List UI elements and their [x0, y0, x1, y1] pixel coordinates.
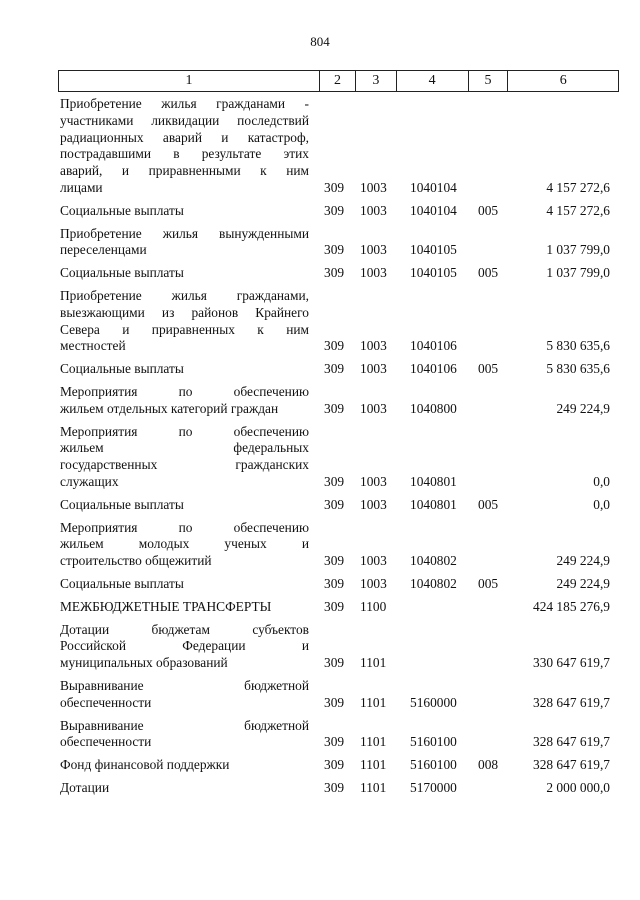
column-2-cell: 309 — [324, 553, 345, 569]
column-3-cell: 1101 — [360, 779, 387, 795]
column-3-cell: 1003 — [360, 553, 387, 569]
column-4-cell: 1040104 — [410, 179, 457, 195]
column-4-cell: 1040106 — [410, 361, 457, 377]
row-cells — [60, 242, 610, 259]
column-header-4: 4 — [396, 71, 468, 91]
row-name-line: Социальные выплаты — [60, 265, 184, 281]
row-name-line: МЕЖБЮДЖЕТНЫЕ ТРАНСФЕРТЫ — [60, 598, 272, 614]
column-2-cell: 309 — [324, 734, 345, 750]
row-name-line: радиационных аварий и катастроф, — [60, 129, 309, 145]
column-3-cell: 1101 — [360, 734, 387, 750]
row-name-line: Приобретение жилья гражданами, — [60, 287, 309, 303]
row-name-line: переселенцами — [60, 242, 147, 258]
column-6-cell: 328 647 619,7 — [533, 734, 610, 750]
column-2-cell: 309 — [324, 202, 345, 218]
row-name-line: Социальные выплаты — [60, 361, 184, 377]
column-4-cell: 1040105 — [410, 265, 457, 281]
column-3-cell: 1003 — [360, 496, 387, 512]
column-6-cell: 1 037 799,0 — [546, 265, 610, 281]
row-name-line: Мероприятия по обеспечению — [60, 519, 309, 535]
table-row — [60, 718, 610, 752]
row-name-line: жильем отдельных категорий граждан — [60, 400, 279, 416]
column-4-cell: 1040802 — [410, 553, 457, 569]
table-body — [60, 96, 610, 803]
row-name-line: Мероприятия по обеспечению — [60, 383, 309, 399]
row-name-line: Выравнивание бюджетной — [60, 717, 309, 733]
row-name-line: Социальные выплаты — [60, 496, 184, 512]
column-3-cell: 1003 — [360, 575, 387, 591]
row-name-line: Приобретение жилья гражданами - — [60, 96, 309, 111]
row-name-line: Приобретение жилья вынужденными — [60, 225, 309, 241]
row-name-line: Российской Федерации и — [60, 638, 309, 654]
table-row — [60, 520, 610, 570]
row-name-line: Социальные выплаты — [60, 575, 184, 591]
column-4-cell: 5160100 — [410, 757, 457, 773]
row-cells — [60, 180, 610, 197]
row-name-line: обеспеченности — [60, 734, 152, 750]
column-2-cell: 309 — [324, 400, 345, 416]
table-row — [60, 203, 610, 220]
table-row — [60, 757, 610, 774]
column-2-cell: 309 — [324, 598, 345, 614]
column-5-cell: 005 — [478, 496, 499, 512]
table-row — [60, 497, 610, 514]
column-header-1: 1 — [185, 73, 193, 88]
row-cells — [60, 695, 610, 712]
row-name-line: участниками ликвидации последствий — [60, 112, 309, 128]
row-name-line: Выравнивание бюджетной — [60, 677, 309, 693]
column-3-cell: 1003 — [360, 400, 387, 416]
row-cells — [60, 576, 610, 593]
row-cells — [60, 401, 610, 418]
table-row — [60, 288, 610, 355]
column-2-cell: 309 — [324, 575, 345, 591]
table-row — [60, 226, 610, 260]
row-name-line: муниципальных образований — [60, 655, 228, 671]
row-cells — [60, 599, 610, 616]
column-2-cell: 309 — [324, 779, 345, 795]
column-5-cell: 005 — [478, 361, 499, 377]
column-6-cell: 330 647 619,7 — [533, 655, 610, 671]
row-cells — [60, 265, 610, 282]
table-row — [60, 361, 610, 378]
column-2-cell: 309 — [324, 473, 345, 489]
row-cells — [60, 338, 610, 355]
row-name-line: государственных гражданских — [60, 457, 309, 473]
column-6-cell: 1 037 799,0 — [546, 242, 610, 258]
row-name-line: строительство общежитий — [60, 553, 212, 569]
row-name-line: жильем молодых ученых и — [60, 536, 309, 552]
page-number: 804 — [310, 34, 330, 49]
column-2-cell: 309 — [324, 655, 345, 671]
table-row — [60, 599, 610, 616]
column-6-cell: 4 157 272,6 — [546, 202, 610, 218]
row-name-line: обеспеченности — [60, 694, 152, 710]
column-6-cell: 424 185 276,9 — [533, 598, 610, 614]
table-header — [58, 70, 619, 92]
column-3-cell: 1003 — [360, 265, 387, 281]
column-6-cell: 328 647 619,7 — [533, 694, 610, 710]
column-6-cell: 5 830 635,6 — [546, 338, 610, 354]
column-6-cell: 249 224,9 — [556, 575, 610, 591]
column-4-cell: 1040106 — [410, 338, 457, 354]
column-5-cell: 005 — [478, 202, 499, 218]
column-6-cell: 249 224,9 — [556, 553, 610, 569]
row-name-line: служащих — [60, 473, 119, 489]
row-name-line: Мероприятия по обеспечению — [60, 423, 309, 439]
column-2-cell: 309 — [324, 179, 345, 195]
column-5-cell: 005 — [478, 265, 499, 281]
column-4-cell: 5170000 — [410, 779, 457, 795]
table-row — [60, 96, 610, 197]
row-cells — [60, 203, 610, 220]
column-3-cell: 1101 — [360, 694, 387, 710]
row-name-line: Фонд финансовой поддержки — [60, 757, 230, 773]
column-header-2: 2 — [319, 71, 355, 91]
column-2-cell: 309 — [324, 265, 345, 281]
column-4-cell: 1040802 — [410, 575, 457, 591]
column-3-cell: 1003 — [360, 473, 387, 489]
row-cells — [60, 655, 610, 672]
row-cells — [60, 497, 610, 514]
column-6-cell: 0,0 — [593, 473, 610, 489]
column-header-5: 5 — [468, 71, 508, 91]
column-4-cell: 1040801 — [410, 473, 457, 489]
column-2-cell: 309 — [324, 496, 345, 512]
column-4-cell: 1040801 — [410, 496, 457, 512]
column-2-cell: 309 — [324, 242, 345, 258]
column-header-6: 6 — [507, 71, 618, 91]
column-4-cell: 1040105 — [410, 242, 457, 258]
column-6-cell: 5 830 635,6 — [546, 361, 610, 377]
column-2-cell: 309 — [324, 694, 345, 710]
column-2-cell: 309 — [324, 338, 345, 354]
column-4-cell: 1040104 — [410, 202, 457, 218]
row-name-line: пострадавшими в результате этих — [60, 146, 309, 162]
column-3-cell: 1100 — [360, 598, 387, 614]
column-2-cell: 309 — [324, 361, 345, 377]
table-row — [60, 780, 610, 797]
column-2-cell: 309 — [324, 757, 345, 773]
table-row — [60, 424, 610, 491]
row-name-line: лицами — [60, 179, 103, 195]
column-3-cell: 1003 — [360, 202, 387, 218]
row-name-line: Социальные выплаты — [60, 202, 184, 218]
row-name-line: Севера и приравненных к ним — [60, 321, 309, 337]
row-name-line: Дотации — [60, 779, 110, 795]
table-row — [60, 265, 610, 282]
column-6-cell: 249 224,9 — [556, 400, 610, 416]
column-4-cell: 5160100 — [410, 734, 457, 750]
table-row — [60, 622, 610, 672]
column-3-cell: 1003 — [360, 179, 387, 195]
column-3-cell: 1003 — [360, 338, 387, 354]
column-header-3: 3 — [355, 71, 396, 91]
column-5-cell: 008 — [478, 757, 499, 773]
row-cells — [60, 474, 610, 491]
row-cells — [60, 553, 610, 570]
row-name-line: жильем федеральных — [60, 440, 309, 456]
row-cells — [60, 780, 610, 797]
column-5-cell: 005 — [478, 575, 499, 591]
row-name-line: аварий, и приравненными к ним — [60, 163, 309, 179]
column-6-cell: 2 000 000,0 — [546, 779, 610, 795]
column-6-cell: 328 647 619,7 — [533, 757, 610, 773]
row-cells — [60, 734, 610, 751]
column-3-cell: 1003 — [360, 361, 387, 377]
column-6-cell: 4 157 272,6 — [546, 179, 610, 195]
column-3-cell: 1003 — [360, 242, 387, 258]
row-name-line: местностей — [60, 338, 126, 354]
row-name-line: Дотации бюджетам субъектов — [60, 621, 309, 637]
column-6-cell: 0,0 — [593, 496, 610, 512]
column-4-cell: 5160000 — [410, 694, 457, 710]
row-cells — [60, 361, 610, 378]
column-4-cell: 1040800 — [410, 400, 457, 416]
table-row — [60, 576, 610, 593]
table-row — [60, 678, 610, 712]
row-name-line: выезжающими из районов Крайнего — [60, 304, 309, 320]
column-3-cell: 1101 — [360, 757, 387, 773]
table-row — [60, 384, 610, 418]
column-3-cell: 1101 — [360, 655, 387, 671]
row-cells — [60, 757, 610, 774]
